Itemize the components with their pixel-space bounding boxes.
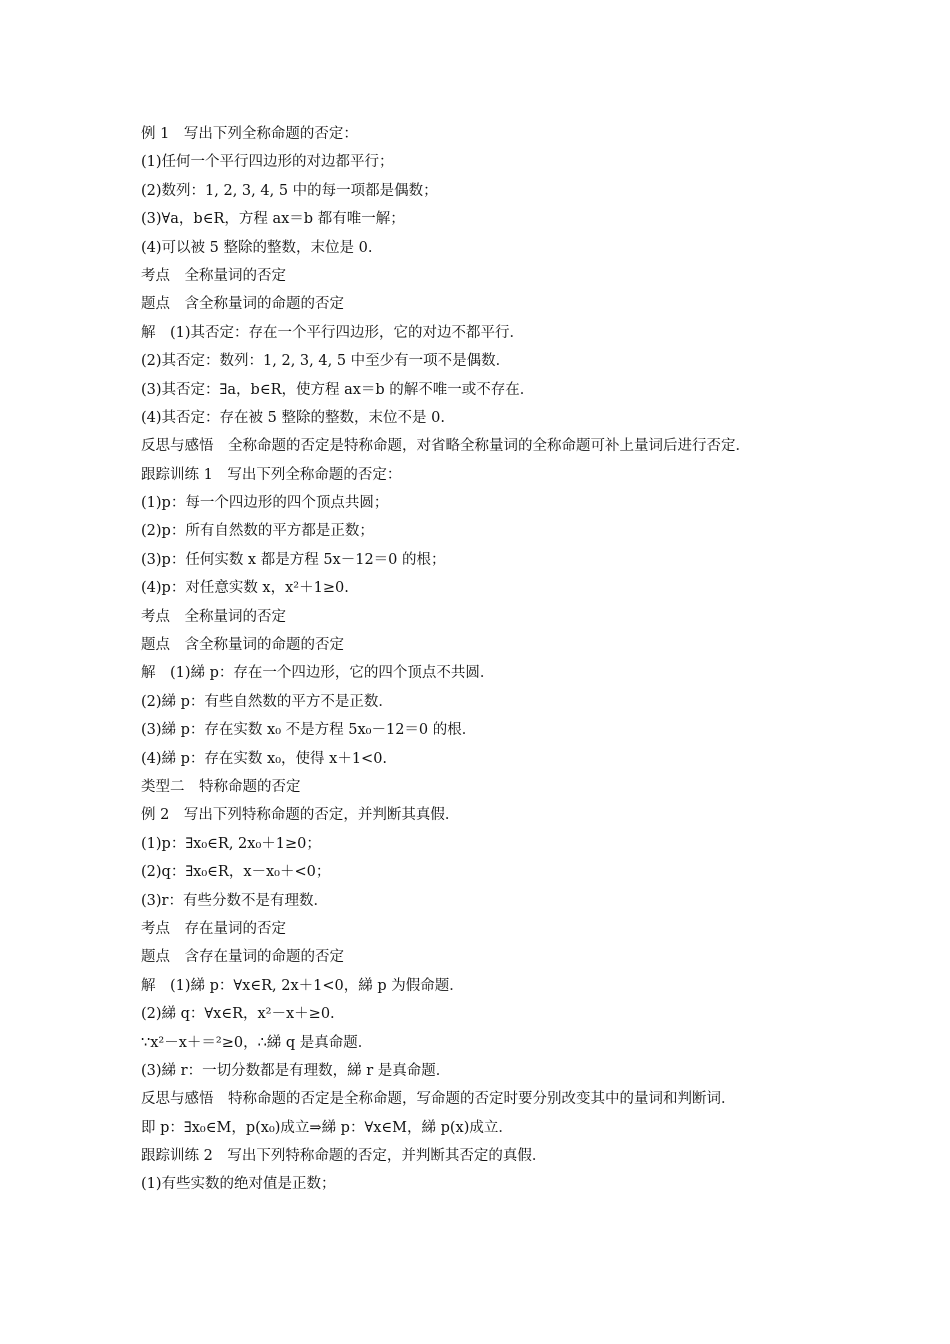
practice-1-item-3: (3)p：任何实数 x 都是方程 5x－12＝0 的根； xyxy=(141,551,446,568)
example-1-item-1: (1)任何一个平行四边形的对边都平行； xyxy=(141,154,394,171)
example-2-solution-2: (2)綈 q：∀x∈R，x²－x＋≥0. xyxy=(141,1006,335,1023)
example-2-solution-3: (3)綈 r：一切分数都是有理数，綈 r 是真命题． xyxy=(141,1062,451,1079)
example-1-item-2: (2)数列：1, 2, 3, 4, 5 中的每一项都是偶数； xyxy=(141,182,438,199)
topic-point: 题点 含全称量词的命题的否定 xyxy=(141,296,344,313)
knowledge-point: 考点 全称量词的否定 xyxy=(141,267,286,284)
example-2-solution-2-reason: ∵x²－x＋＝²≥0，∴綈 q 是真命题． xyxy=(141,1034,373,1051)
reflection-paragraph-2: 反思与感悟 特称命题的否定是全称命题，写命题的否定时要分别改变其中的量词和判断词． xyxy=(141,1091,736,1108)
example-1-heading: 例 1 写出下列全称命题的否定： xyxy=(141,126,358,142)
knowledge-point: 考点 存在量词的否定 xyxy=(141,920,286,937)
example-1-item-3: (3)∀a，b∈R，方程 ax＝b 都有唯一解； xyxy=(141,211,405,228)
reflection-formula: 即 p：∃x₀∈M，p(x₀)成立⇒綈 p：∀x∈M，綈 p(x)成立． xyxy=(141,1119,513,1136)
practice-1-solution-3: (3)綈 p：存在实数 x₀ 不是方程 5x₀－12＝0 的根． xyxy=(141,722,477,739)
practice-1-heading: 跟踪训练 1 写出下列全称命题的否定： xyxy=(141,466,402,483)
knowledge-point: 考点 全称量词的否定 xyxy=(141,608,286,625)
practice-2-heading: 跟踪训练 2 写出下列特称命题的否定，并判断其否定的真假． xyxy=(141,1148,547,1165)
practice-1-solution-4: (4)綈 p：存在实数 x₀，使得 x＋1<0. xyxy=(141,750,388,767)
solution-3: (3)其否定：∃a，b∈R，使方程 ax＝b 的解不唯一或不存在． xyxy=(141,381,535,398)
example-2-heading: 例 2 写出下列特称命题的否定，并判断其真假． xyxy=(141,807,460,824)
section-heading-type-2: 类型二 特称命题的否定 xyxy=(141,779,301,795)
reflection-paragraph: 反思与感悟 全称命题的否定是特称命题，对省略全称量词的全称命题可补上量词后进行否定． xyxy=(141,438,750,455)
solution-4: (4)其否定：存在被 5 整除的整数，末位不是 0. xyxy=(141,409,445,426)
example-1-item-4: (4)可以被 5 整除的整数，末位是 0. xyxy=(141,239,373,256)
example-2-solution-1: 解 (1)綈 p：∀x∈R, 2x＋1<0，綈 p 为假命题． xyxy=(141,977,464,994)
practice-1-solution-2: (2)綈 p：有些自然数的平方不是正数． xyxy=(141,693,393,710)
example-2-item-2: (2)q：∃x₀∈R，x－x₀＋<0； xyxy=(141,864,331,881)
practice-1-item-4: (4)p：对任意实数 x，x²＋1≥0. xyxy=(141,580,349,597)
document-body xyxy=(141,120,821,1199)
practice-1-solution-1: 解 (1)綈 p：存在一个四边形，它的四个顶点不共圆． xyxy=(141,665,495,682)
solution-1: 解 (1)其否定：存在一个平行四边形，它的对边不都平行． xyxy=(141,324,525,341)
practice-2-item-1: (1)有些实数的绝对值是正数； xyxy=(141,1176,336,1193)
practice-1-item-2: (2)p：所有自然数的平方都是正数； xyxy=(141,523,374,540)
practice-1-item-1: (1)p：每一个四边形的四个顶点共圆； xyxy=(141,495,389,512)
solution-2: (2)其否定：数列：1, 2, 3, 4, 5 中至少有一项不是偶数． xyxy=(141,353,511,370)
topic-point: 题点 含全称量词的命题的否定 xyxy=(141,637,344,654)
example-2-item-1: (1)p：∃x₀∈R, 2x₀＋1≥0； xyxy=(141,835,321,852)
example-2-item-3: (3)r：有些分数不是有理数． xyxy=(141,892,328,909)
topic-point: 题点 含存在量词的命题的否定 xyxy=(141,949,344,966)
